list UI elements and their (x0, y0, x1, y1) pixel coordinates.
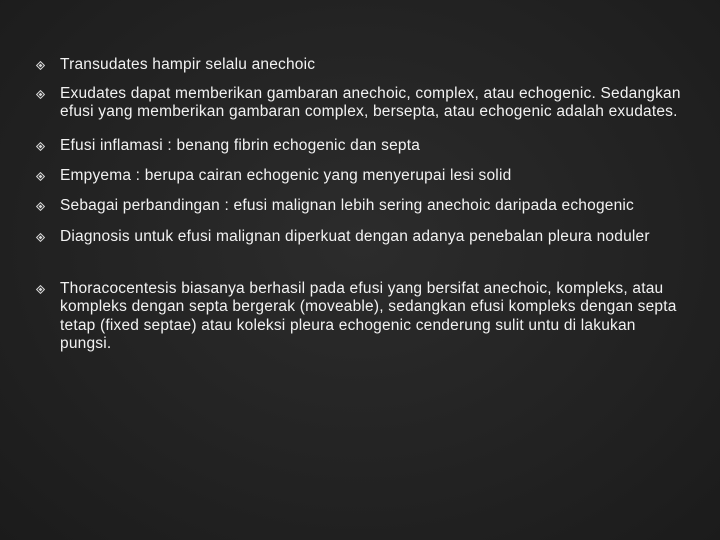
list-item (34, 85, 684, 122)
bullet-text: Sebagai perbandingan : efusi malignan lebih sering anechoic daripada echogenic (60, 196, 635, 214)
diamond-bullet-icon (36, 61, 45, 70)
list-item (34, 137, 684, 156)
list-item (34, 56, 684, 75)
diamond-bullet-icon (36, 233, 45, 242)
list-item (34, 280, 684, 354)
bullet-text: Exudates dapat memberikan gambaran anechoic, complex, atau echogenic. Sedangkan efusi yang memberikan gambaran complex, bersepta, atau echogenic adalah exudates. (60, 84, 681, 120)
list-item (34, 197, 684, 216)
bullet-text: Diagnosis untuk efusi malignan diperkuat dengan adanya penebalan pleura noduler (60, 228, 650, 245)
diamond-bullet-icon (36, 142, 45, 151)
diamond-bullet-icon (36, 90, 45, 99)
bullet-text: Efusi inflamasi : benang fibrin echogenic dan septa (60, 136, 421, 154)
bullet-text: Transudates hampir selalu anechoic (60, 56, 316, 73)
bullet-text: Thoracocentesis biasanya berhasil pada efusi yang bersifat anechoic, kompleks, atau kompleks dengan septa bergerak (moveable), sedangkan efusi kompleks dengan septa tetap (fixed septae) atau koleksi pleura echogenic cenderung sulit untu di lakukan pungsi. (60, 279, 677, 352)
diamond-bullet-icon (36, 202, 45, 211)
diamond-bullet-icon (36, 172, 45, 181)
bullet-list (34, 56, 684, 354)
bullet-text: Empyema : berupa cairan echogenic yang menyerupai lesi solid (60, 167, 512, 184)
diamond-bullet-icon (36, 285, 45, 294)
list-item (34, 228, 684, 247)
list-item (34, 167, 684, 186)
